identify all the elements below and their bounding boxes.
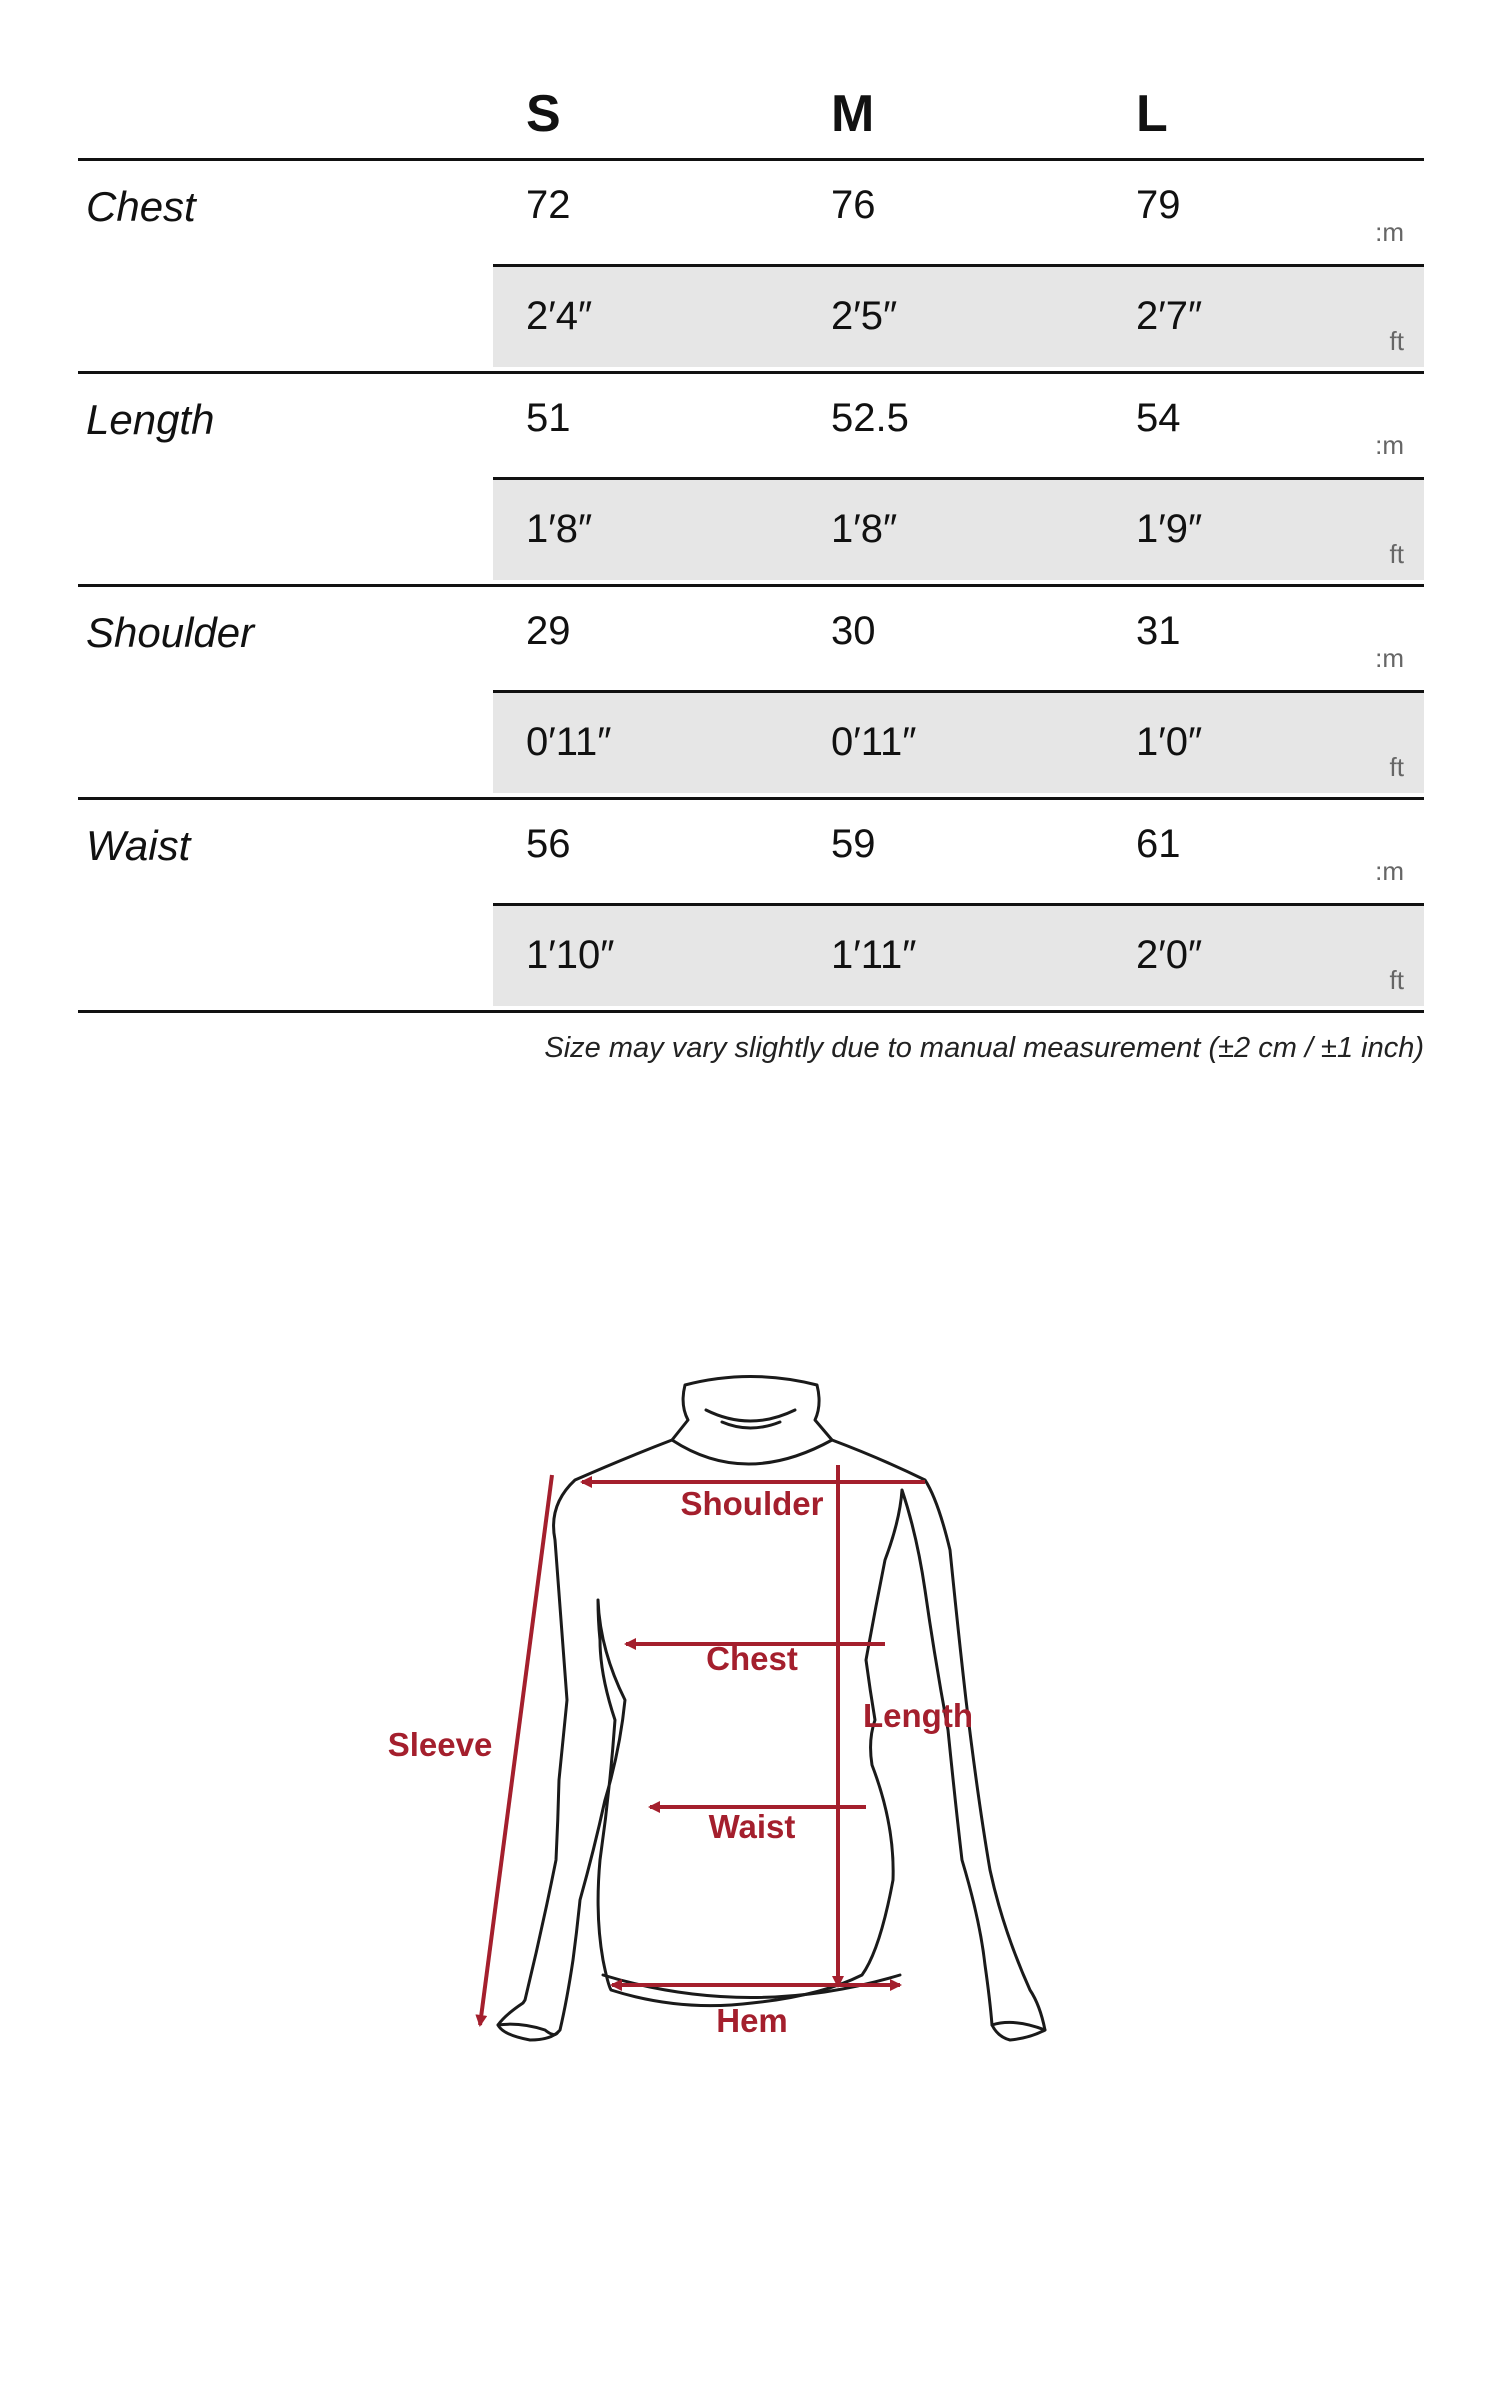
- unit-cm: :m: [1375, 643, 1404, 673]
- cm-value-s: 72: [526, 183, 571, 227]
- measure-group-shoulder: [78, 587, 1424, 800]
- ft-value-s: 1′8″: [526, 507, 593, 551]
- measure-group-length: [78, 374, 1424, 587]
- ft-row: [78, 690, 1424, 793]
- ft-row: [78, 477, 1424, 580]
- cm-value-m: 76: [831, 183, 876, 227]
- cm-value-s: 56: [526, 822, 571, 866]
- cm-value-m: 59: [831, 822, 876, 866]
- ft-value-m: 0′11″: [831, 720, 917, 764]
- measure-group-waist: [78, 800, 1424, 1013]
- measurement-note: Size may vary slightly due to manual measurement (±2 cm / ±1 inch): [544, 1032, 1424, 1064]
- measure-label: Length: [86, 396, 215, 443]
- cm-row: [78, 587, 1424, 690]
- size-header-row: [78, 70, 1424, 161]
- right-cuff: [992, 2022, 1045, 2030]
- collar-fold-line: [706, 1410, 795, 1421]
- waist-label: Waist: [708, 1808, 796, 1845]
- ft-row-shading: [493, 264, 1424, 367]
- measure-label: Waist: [86, 822, 191, 869]
- cm-value-l: 79: [1136, 183, 1181, 227]
- cm-value-l: 61: [1136, 822, 1181, 866]
- ft-row: [78, 264, 1424, 367]
- ft-value-l: 1′0″: [1136, 720, 1203, 764]
- ft-row-shading: [493, 690, 1424, 793]
- measurement-diagram: [0, 1300, 1500, 2100]
- measure-group-chest: [78, 161, 1424, 374]
- unit-ft: ft: [1389, 965, 1404, 995]
- unit-cm: :m: [1375, 430, 1404, 460]
- ft-value-m: 1′11″: [831, 933, 917, 977]
- ft-value-l: 1′9″: [1136, 507, 1203, 551]
- cm-row: [78, 161, 1424, 264]
- size-header-l: L: [1136, 85, 1168, 143]
- measure-label: Shoulder: [86, 609, 255, 656]
- cm-value-l: 54: [1136, 396, 1181, 440]
- cm-value-s: 51: [526, 396, 571, 440]
- ft-row-shading: [493, 903, 1424, 1006]
- sleeve-label: Sleeve: [387, 1726, 493, 1763]
- turtleneck-diagram-svg: [0, 1300, 1500, 2100]
- unit-cm: :m: [1375, 856, 1404, 886]
- ft-value-s: 1′10″: [526, 933, 615, 977]
- ft-row: [78, 903, 1424, 1006]
- unit-ft: ft: [1389, 752, 1404, 782]
- cm-value-m: 30: [831, 609, 876, 653]
- chest-label: Chest: [706, 1640, 798, 1677]
- measure-label: Chest: [86, 183, 196, 230]
- cm-row: [78, 800, 1424, 903]
- unit-ft: ft: [1389, 539, 1404, 569]
- cm-value-m: 52.5: [831, 396, 909, 440]
- size-chart-table: [78, 70, 1424, 1064]
- ft-row-shading: [493, 477, 1424, 580]
- hem-label: Hem: [716, 2002, 788, 2039]
- size-header-m: M: [831, 85, 875, 143]
- collar-fold-line-2: [722, 1422, 780, 1428]
- length-label: Length: [863, 1697, 973, 1734]
- unit-cm: :m: [1375, 217, 1404, 247]
- ft-value-l: 2′0″: [1136, 933, 1203, 977]
- ft-value-l: 2′7″: [1136, 294, 1203, 338]
- size-header-s: S: [526, 85, 561, 143]
- measurement-lines: [480, 1465, 925, 2025]
- ft-value-s: 2′4″: [526, 294, 593, 338]
- cm-row: [78, 374, 1424, 477]
- shoulder-label: Shoulder: [680, 1485, 824, 1522]
- unit-ft: ft: [1389, 326, 1404, 356]
- ft-value-m: 1′8″: [831, 507, 898, 551]
- ft-value-s: 0′11″: [526, 720, 612, 764]
- cm-value-l: 31: [1136, 609, 1181, 653]
- body-outline: [498, 1440, 1045, 2040]
- cm-value-s: 29: [526, 609, 571, 653]
- ft-value-m: 2′5″: [831, 294, 898, 338]
